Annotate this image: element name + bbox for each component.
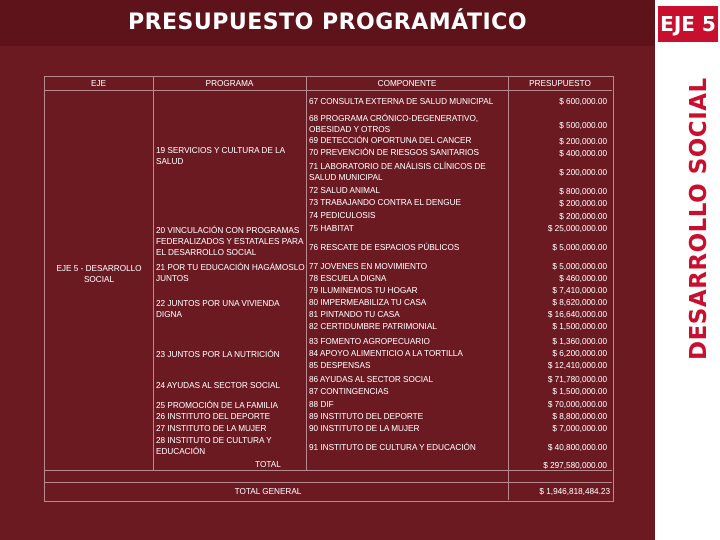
programa-cell: 27 INSTITUTO DE LA MUJER: [156, 424, 267, 433]
presupuesto-cell: $ 1,500,000.00: [552, 387, 607, 396]
componente-cell: 89 INSTITUTO DEL DEPORTE: [309, 412, 424, 421]
programa-cell: 22 JUNTOS POR UNA VIVIENDA DIGNA: [156, 299, 280, 319]
componente-cell: 82 CERTIDUMBRE PATRIMONIAL: [309, 322, 437, 331]
presupuesto-cell: $ 5,000,000.00: [552, 262, 607, 271]
componente-cell: 76 RESCATE DE ESPACIOS PÚBLICOS: [309, 243, 460, 252]
col-header-presupuesto: PRESUPUESTO: [529, 79, 591, 88]
presupuesto-cell: $ 40,800,000.00: [547, 443, 607, 452]
componente-cell: 87 CONTINGENCIAS: [309, 387, 389, 396]
presupuesto-cell: $ 25,000,000.00: [547, 224, 607, 233]
presupuesto-cell: $ 200,000.00: [559, 199, 607, 208]
presupuesto-cell: $ 200,000.00: [559, 137, 607, 146]
programa-cell: 21 POR TU EDUCACIÓN HAGÁMOSLO JUNTOS: [156, 263, 305, 283]
total-general-divider: [44, 482, 612, 483]
componente-cell: 91 INSTITUTO DE CULTURA Y EDUCACIÓN: [309, 443, 476, 452]
presupuesto-cell: $ 7,000,000.00: [552, 424, 607, 433]
componente-cell: 90 INSTITUTO DE LA MUJER: [309, 424, 420, 433]
presupuesto-cell: $ 600,000.00: [559, 97, 607, 106]
eje-badge: EJE 5: [658, 6, 718, 42]
total-value: $ 297,580,000.00: [543, 461, 607, 470]
presupuesto-cell: $ 460,000.00: [559, 274, 607, 283]
header-divider: [44, 90, 612, 91]
presupuesto-cell: $ 8,620,000.00: [552, 298, 607, 307]
total-label: TOTAL: [255, 460, 281, 469]
componente-cell: 81 PINTANDO TU CASA: [309, 310, 400, 319]
presupuesto-cell: $ 200,000.00: [559, 168, 607, 177]
componente-cell: 68 PROGRAMA CRÓNICO-DEGENERATIVO, OBESIDAD Y OTROS: [309, 114, 479, 134]
componente-cell: 85 DESPENSAS: [309, 361, 371, 370]
componente-cell: 80 IMPERMEABILIZA TU CASA: [309, 298, 427, 307]
presupuesto-cell: $ 12,410,000.00: [547, 361, 607, 370]
componente-cell: 73 TRABAJANDO CONTRA EL DENGUE: [309, 198, 461, 207]
componente-cell: 83 FOMENTO AGROPECUARIO: [309, 337, 430, 346]
presupuesto-cell: $ 70,000,000.00: [547, 400, 607, 409]
presupuesto-cell: $ 16,640,000.00: [547, 310, 607, 319]
componente-cell: 79 ILUMINEMOS TU HOGAR: [309, 286, 418, 295]
programa-cell: 26 INSTITUTO DEL DEPORTE: [156, 412, 271, 421]
presupuesto-cell: $ 7,410,000.00: [552, 286, 607, 295]
componente-cell: 70 PREVENCIÓN DE RIESGOS SANITARIOS: [309, 148, 480, 157]
componente-cell: 86 AYUDAS AL SECTOR SOCIAL: [309, 375, 434, 384]
col-header-componente: COMPONENTE: [377, 79, 437, 88]
presupuesto-cell: $ 6,200,000.00: [552, 349, 607, 358]
programa-cell: 19 SERVICIOS Y CULTURA DE LA SALUD: [156, 146, 285, 166]
presupuesto-cell: $ 1,500,000.00: [552, 322, 607, 331]
presupuesto-cell: $ 71,780,000.00: [547, 375, 607, 384]
componente-cell: 72 SALUD ANIMAL: [309, 186, 380, 195]
componente-cell: 69 DETECCIÓN OPORTUNA DEL CANCER: [309, 136, 472, 145]
col-header-eje: EJE: [90, 79, 107, 88]
programa-cell: 28 INSTITUTO DE CULTURA Y EDUCACIÓN: [156, 436, 272, 456]
presupuesto-cell: $ 500,000.00: [559, 121, 607, 130]
total-general-value: $ 1,946,818,484.23: [539, 487, 610, 496]
total-general-label: TOTAL GENERAL: [234, 487, 302, 496]
col-divider-1: [153, 76, 154, 470]
col-divider-3: [508, 76, 509, 500]
componente-cell: 67 CONSULTA EXTERNA DE SALUD MUNICIPAL: [309, 97, 494, 106]
componente-cell: 77 JOVENES EN MOVIMIENTO: [309, 262, 428, 271]
presupuesto-cell: $ 200,000.00: [559, 212, 607, 221]
presupuesto-cell: $ 8,800,000.00: [552, 412, 607, 421]
programa-cell: 24 AYUDAS AL SECTOR SOCIAL: [156, 381, 281, 390]
eje-cell: EJE 5 - DESARROLLO SOCIAL: [56, 264, 142, 284]
programa-cell: 20 VINCULACIÓN CON PROGRAMAS FEDERALIZADOS Y ESTATALES PARA EL DESARROLLO SOCIAL: [156, 226, 303, 257]
componente-cell: 75 HABITAT: [309, 224, 354, 233]
presupuesto-cell: $ 800,000.00: [559, 187, 607, 196]
col-header-programa: PROGRAMA: [205, 79, 254, 88]
presupuesto-cell: $ 5,000,000.00: [552, 243, 607, 252]
programa-cell: 25 PROMOCIÓN DE LA FAMILIA: [156, 401, 278, 410]
componente-cell: 74 PEDICULOSIS: [309, 211, 376, 220]
presupuesto-cell: $ 400,000.00: [559, 149, 607, 158]
presupuesto-cell: $ 1,360,000.00: [552, 337, 607, 346]
programa-cell: 23 JUNTOS POR LA NUTRICIÓN: [156, 350, 280, 359]
componente-cell: 88 DIF: [309, 400, 334, 409]
page-title: PRESUPUESTO PROGRAMÁTICO: [127, 10, 528, 35]
componente-cell: 78 ESCUELA DIGNA: [309, 274, 387, 283]
componente-cell: 84 APOYO ALIMENTICIO A LA TORTILLA: [309, 349, 463, 358]
componente-cell: 71 LABORATORIO DE ANÁLISIS CLÍNICOS DE SALUD MUNICIPAL: [309, 162, 486, 182]
sidebar-vertical-title: DESARROLLO SOCIAL: [686, 77, 712, 360]
